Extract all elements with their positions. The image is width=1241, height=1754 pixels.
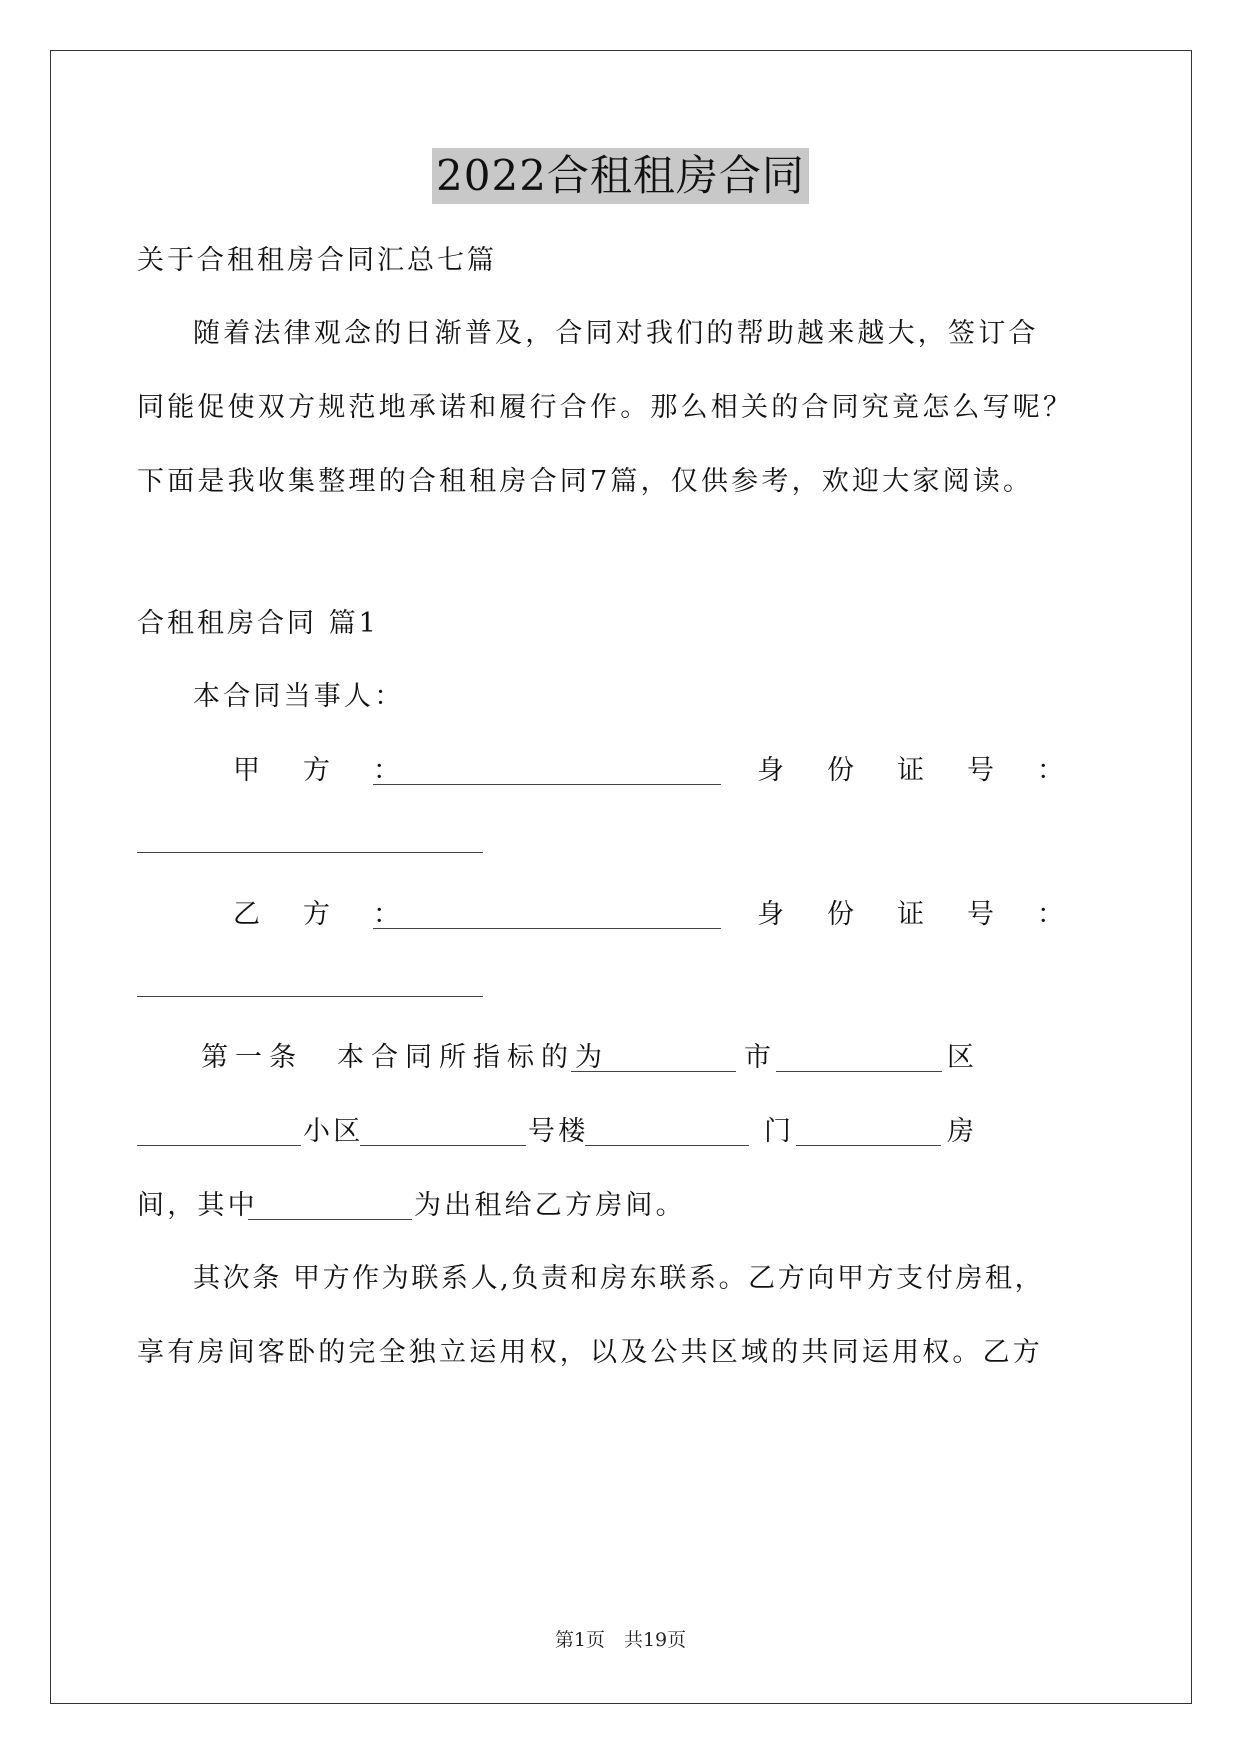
parties-intro: 本合同当事人：	[193, 681, 405, 712]
document-subtitle: 关于合租租房合同汇总七篇	[137, 245, 497, 276]
intro-line-3: 下面是我收集整理的合租租房合同7篇，仅供参考，欢迎大家阅读。	[137, 466, 1034, 497]
article1-building-label: 号楼	[528, 1116, 589, 1147]
article1-area-blank[interactable]	[137, 1145, 301, 1146]
article1-unit-blank[interactable]	[796, 1145, 941, 1146]
article1-district-label: 区	[947, 1042, 978, 1073]
article1-community-label: 小区	[303, 1116, 364, 1147]
article1-district-blank[interactable]	[776, 1071, 942, 1072]
page-footer: 第1页 共19页	[554, 1629, 687, 1651]
article2-line-2: 享有房间客卧的完全独立运用权，以及公共区域的共同运用权。乙方	[137, 1337, 1043, 1368]
party-b-id-blank[interactable]	[137, 996, 483, 997]
article1-unit-label: 门	[764, 1116, 795, 1147]
section-heading: 合租租房合同 篇1	[137, 608, 379, 639]
article1-city-label: 市	[744, 1042, 775, 1073]
page-border	[50, 50, 1192, 1704]
party-a-id-label: 身 份 证 号 ：	[757, 755, 1072, 786]
party-b-id-label: 身 份 证 号 ：	[757, 899, 1072, 930]
article1-city-blank[interactable]	[571, 1071, 736, 1072]
article1-line3-start: 间，其中	[137, 1190, 258, 1221]
article1-lead: 第一条 本合同所指标的为	[201, 1042, 609, 1073]
document-title: 2022合租租房合同	[432, 148, 809, 204]
article1-rental-room-blank[interactable]	[248, 1219, 412, 1220]
party-a-name-blank[interactable]	[373, 784, 721, 785]
article1-community-blank[interactable]	[360, 1145, 526, 1146]
intro-line-1: 随着法律观念的日渐普及，合同对我们的帮助越来越大，签订合	[193, 318, 1039, 349]
party-b-name-blank[interactable]	[373, 928, 721, 929]
article1-line3-end: 为出租给乙方房间。	[414, 1190, 686, 1221]
party-a-label: 甲 方 ：	[233, 755, 408, 786]
document-title-wrap	[0, 148, 1241, 204]
intro-line-2: 同能促使双方规范地承诺和履行合作。那么相关的合同究竟怎么写呢？	[137, 392, 1074, 423]
party-a-id-blank[interactable]	[137, 852, 483, 853]
article1-room-label: 房	[947, 1116, 978, 1147]
party-b-label: 乙 方 ：	[233, 899, 408, 930]
article2-line-1: 其次条 甲方作为联系人,负责和房东联系。乙方向甲方支付房租，	[193, 1263, 1045, 1294]
article1-building-blank[interactable]	[585, 1145, 749, 1146]
